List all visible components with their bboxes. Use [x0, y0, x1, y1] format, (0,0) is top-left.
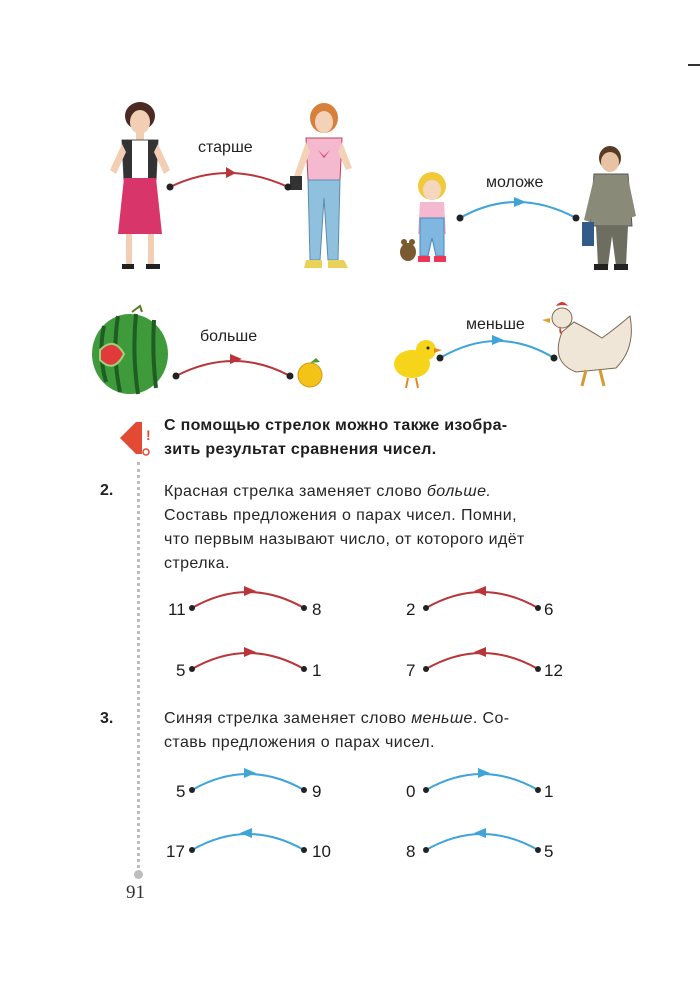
rule-line-2: зить результат сравнения чисел. [164, 441, 437, 458]
task-3-pair-1-left: 5 [176, 782, 186, 801]
attention-marker-icon [116, 416, 152, 470]
smaller-label: меньше [466, 316, 525, 333]
task-2-pair-1-left: 11 [168, 600, 186, 619]
smaller-arrow [428, 330, 568, 364]
task-2-pair-4-left: 7 [406, 661, 416, 680]
task-2-line-1: Красная стрелка заменяет слово больше. [164, 483, 492, 500]
corner-dash [688, 64, 700, 66]
emphasis-smaller: меньше [411, 710, 473, 727]
margin-dotted-line [137, 462, 140, 874]
task-3-pair-3-right: 10 [312, 842, 331, 861]
task-2-pair-1-right: 8 [312, 600, 322, 619]
task-2-pair-3-right: 1 [312, 661, 322, 680]
svg-text:!: ! [146, 427, 151, 443]
task-3-line-1: Синяя стрелка заменяет слово меньше. Со- [164, 710, 510, 727]
task-3-pair-2-arrow [420, 764, 546, 794]
task-3-number: 3. [100, 710, 114, 727]
task-2-pair-3-left: 5 [176, 661, 186, 680]
task-2-pair-3-arrow [186, 643, 312, 673]
task-2-pair-4-arrow [420, 643, 546, 673]
page-number: 91 [126, 882, 145, 903]
task-2-number: 2. [100, 482, 114, 499]
task-3-pair-4-arrow [420, 824, 546, 854]
task-2-pair-2-arrow [420, 582, 546, 612]
task-3-pair-1-arrow [186, 764, 312, 794]
margin-dot [134, 870, 143, 879]
bigger-arrow [164, 350, 304, 384]
task-2-pair-2-left: 2 [406, 600, 416, 619]
older-label: старше [198, 139, 253, 156]
task-3-pair-3-arrow [186, 824, 312, 854]
task-3-pair-4-left: 8 [406, 842, 416, 861]
older-arrow [160, 165, 300, 205]
task-2-pair-2-right: 6 [544, 600, 554, 619]
task-2-line-3: что первым называют число, от которого идёт [164, 531, 525, 548]
younger-label: моложе [486, 174, 544, 191]
rule-line-1: С помощью стрелок можно также изобра- [164, 417, 508, 434]
bigger-label: больше [200, 328, 258, 345]
task-2-line-2: Составь предложения о парах чисел. Помни, [164, 507, 517, 524]
task-2-pair-4-right: 12 [544, 661, 563, 680]
younger-arrow [450, 196, 590, 226]
emphasis-bigger: больше. [426, 483, 492, 500]
watermelon-illustration [90, 306, 174, 398]
task-3-pair-2-right: 1 [544, 782, 554, 801]
task-3-pair-1-right: 9 [312, 782, 322, 801]
task-3-pair-2-left: 0 [406, 782, 416, 801]
task-3-pair-4-right: 5 [544, 842, 554, 861]
task-2-line-4: стрелка. [164, 555, 230, 572]
task-3-line-2: ставь предложения о парах чисел. [164, 734, 435, 751]
task-3-pair-3-left: 17 [166, 842, 185, 861]
man-illustration [582, 140, 642, 276]
task-2-pair-1-arrow [186, 582, 312, 612]
